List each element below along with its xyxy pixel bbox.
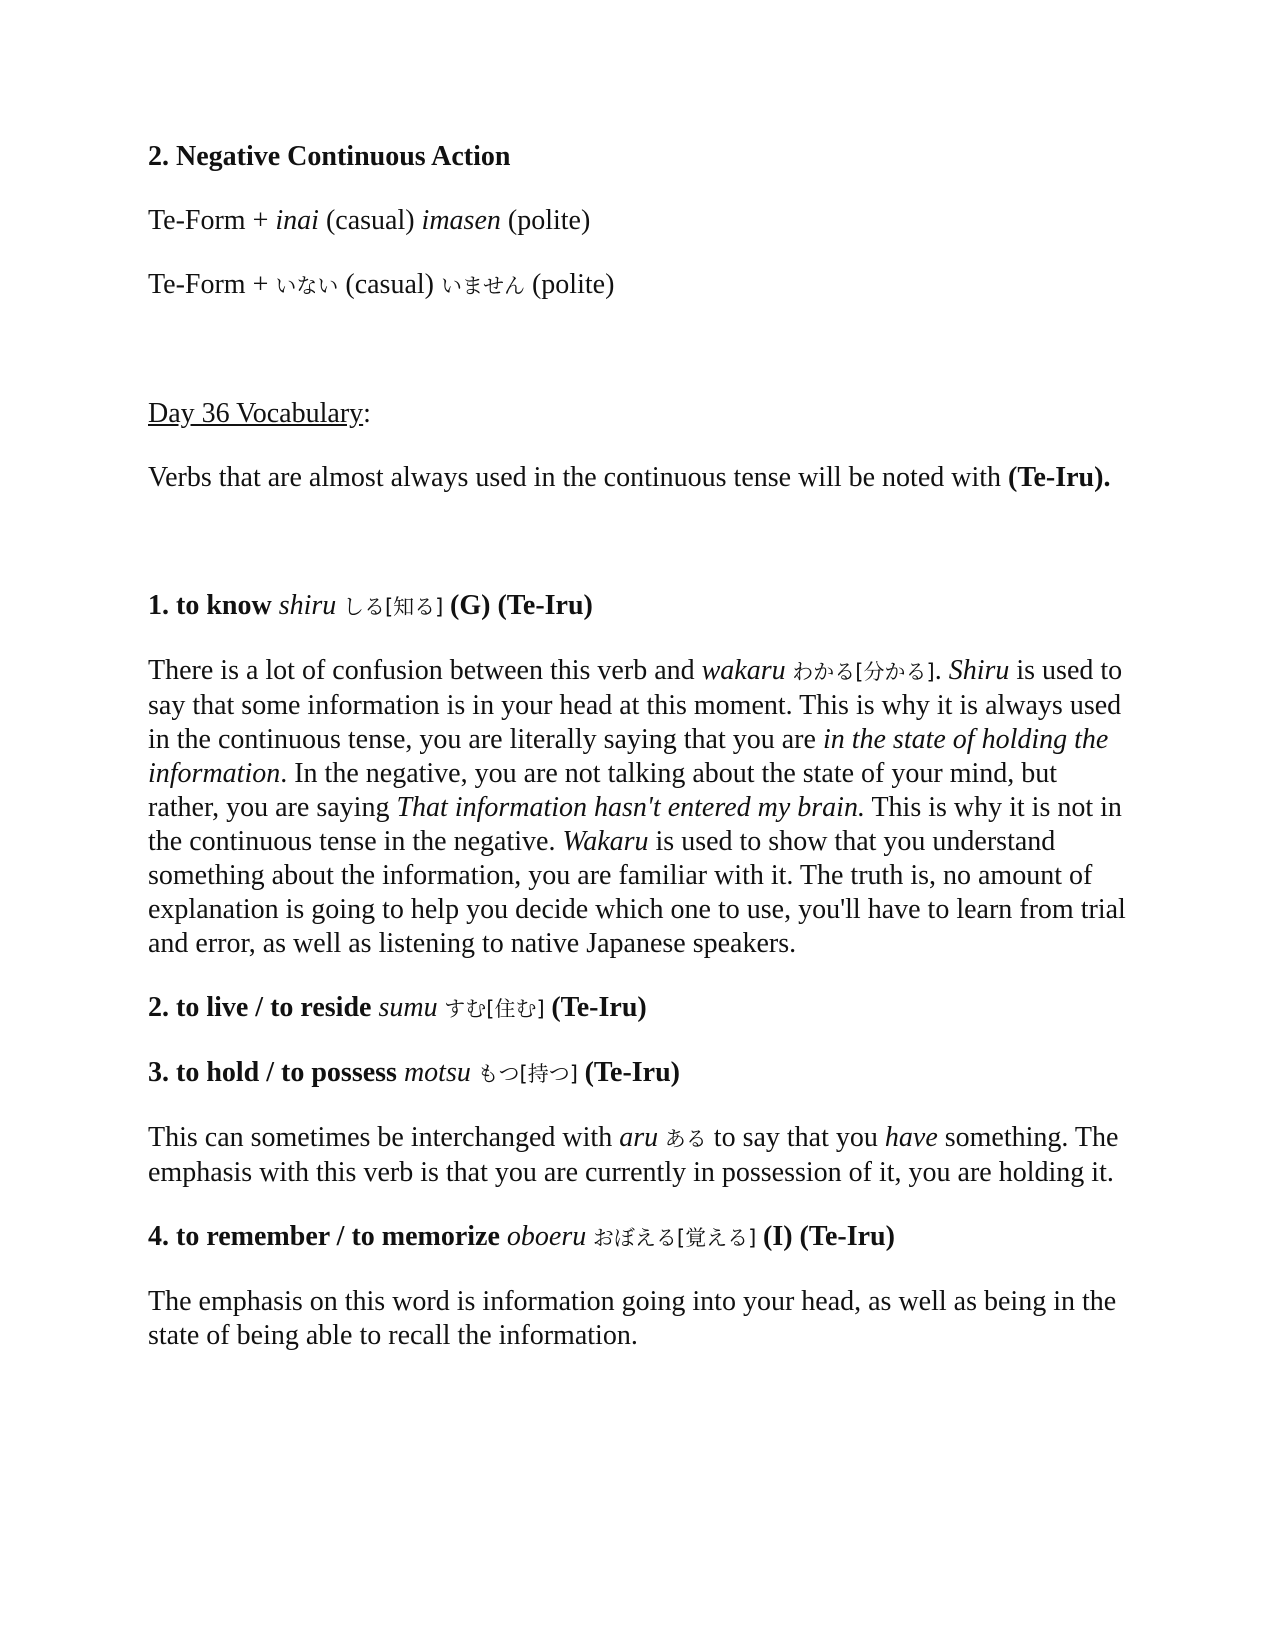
section-heading: 2. Negative Continuous Action (148, 141, 511, 172)
vocab-item (148, 1220, 1128, 1353)
vocab-item-description (148, 1285, 1128, 1353)
vocab-list (148, 589, 1128, 1353)
description-run: The emphasis on this word is information going into your head, as well as being in the state of being able to recall the information. (148, 1286, 1117, 1351)
description-run: have (884, 1122, 938, 1153)
description-run: ある (658, 1127, 707, 1151)
description-run: is used to show that you understand something about the information, you are familiar with it. The truth is, no amount of explanation is going to help you decide which one to use, you'll have to learn from trial and error, as well as listening to native Japanese speakers. (148, 826, 1126, 959)
description-run: That information hasn't entered my brain. (396, 792, 865, 823)
description-run: . (934, 655, 949, 686)
vocab-title: Day 36 Vocabulary: (148, 398, 371, 429)
document-page (148, 140, 1128, 1353)
vocab-item-description (148, 1121, 1128, 1190)
description-run: . In the negative, you are not talking about the state of your mind, but rather, you are saying (148, 758, 1058, 823)
description-run: This can sometimes be interchanged with (148, 1122, 620, 1153)
vocab-item-heading: 3. to hold / to possess motsu もつ[持つ] (Te-Iru) (148, 1057, 680, 1088)
vocab-item-heading: 4. to remember / to memorize oboeru おぼえる[覚える] (I) (Te-Iru) (148, 1221, 895, 1252)
vocab-item (148, 991, 1128, 1026)
description-run: wakaru (701, 655, 786, 686)
vocab-item-heading: 1. to know shiru しる[知る] (G) (Te-Iru) (148, 590, 593, 621)
vocab-item (148, 1056, 1128, 1190)
description-run: This is why it is not in the continuous tense in the negative. (148, 792, 1122, 857)
vocab-item (148, 589, 1128, 961)
description-run: to say that you (706, 1122, 885, 1153)
description-run: Wakaru (562, 826, 649, 857)
description-run: in the state of holding the information (148, 724, 1109, 789)
description-run: aru (619, 1122, 659, 1153)
vocab-item-heading: 2. to live / to reside sumu すむ[住む] (Te-Iru) (148, 992, 647, 1023)
form-line-kana: Te-Form + いない (casual) いません (polite) (148, 269, 615, 300)
description-run: is used to say that some information is in your head at this moment. This is why it is always used in the continuous tense, you are literally saying that you are (148, 655, 1123, 755)
vocab-note: Verbs that are almost always used in the continuous tense will be noted with (Te-Iru). (148, 462, 1111, 493)
description-run: There is a lot of confusion between this verb and (148, 655, 702, 686)
form-line-romaji: Te-Form + inai (casual) imasen (polite) (148, 205, 591, 236)
description-run: Shiru (948, 655, 1010, 686)
description-run: わかる[分かる] (785, 660, 935, 684)
vocab-item-description (148, 654, 1128, 961)
description-run: something. The emphasis with this verb is that you are currently in possession of it, you are holding it. (148, 1122, 1119, 1188)
